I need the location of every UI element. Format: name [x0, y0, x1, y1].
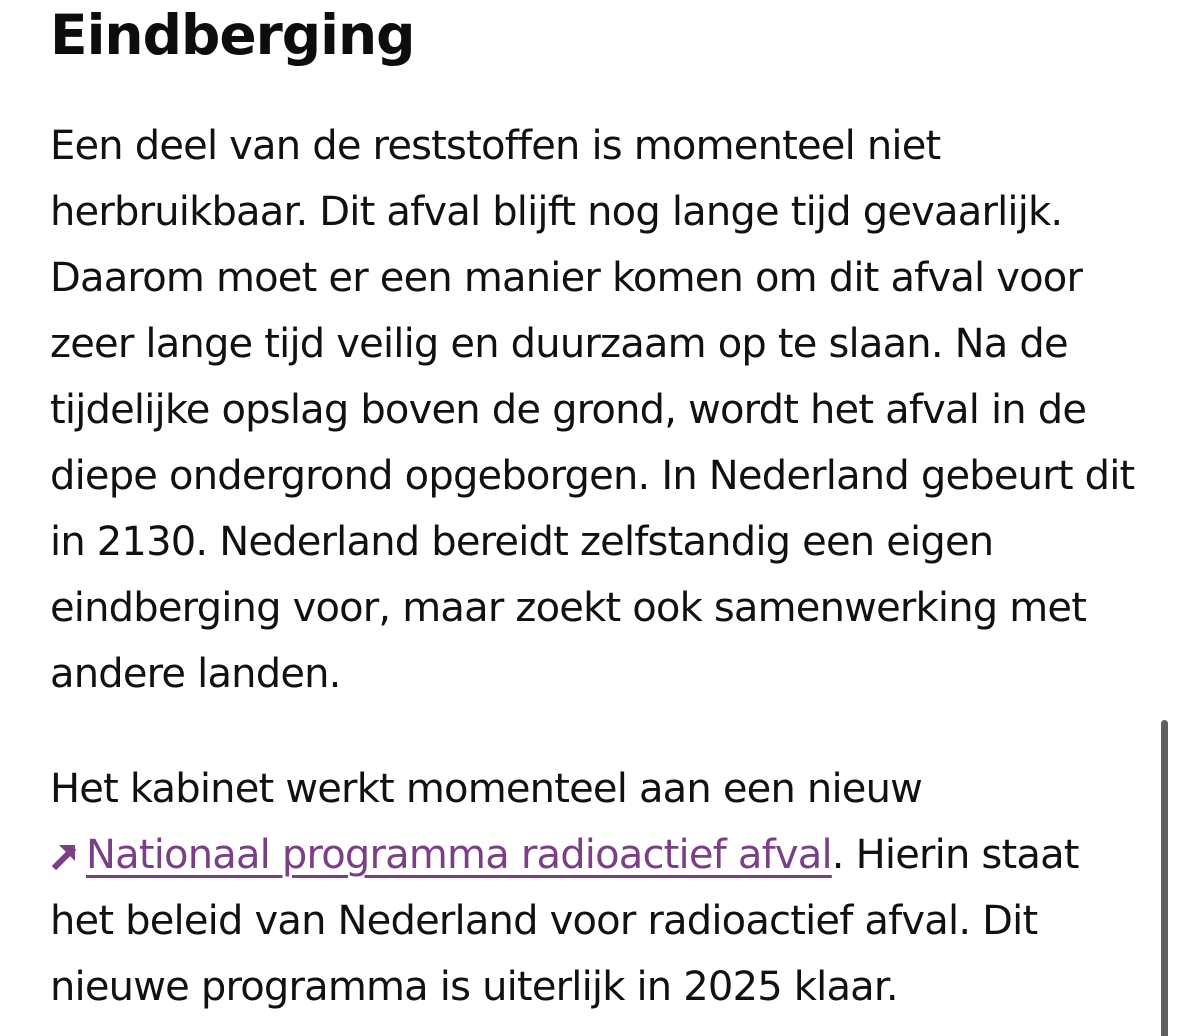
section-heading: Eindberging: [50, 3, 415, 67]
external-link[interactable]: [50, 832, 832, 878]
paragraph-text-before-link: Het kabinet werkt momenteel aan een nieuw: [50, 766, 923, 812]
national-programme-link[interactable]: Nationaal programma radioactief afval: [86, 832, 832, 878]
paragraph-programma: [50, 756, 1145, 1020]
paragraph-eindberging: Een deel van de reststoffen is momenteel niet herbruikbaar. Dit afval blijft nog lange tijd gevaarlijk. Daarom moet er een manier komen om dit afval voor zeer lange tijd veilig en duurzaam op te slaan. Na de tijdelijke opslag boven de grond, wordt het afval in de diepe ondergrond opgeborgen. In Nederland gebeurt dit in 2130. Nederland bereidt zelfstandig een eigen eindberging voor, maar zoekt ook samenwerking met andere landen.: [50, 123, 1135, 697]
external-link-arrow-icon: [50, 840, 80, 870]
scrollbar-thumb[interactable]: [1161, 720, 1168, 1036]
paragraph-text-after-link: . Hierin staat het beleid van Nederland voor radioactief afval. Dit nieuwe programma is uiterlijk in 2025 klaar.: [50, 832, 1079, 1010]
